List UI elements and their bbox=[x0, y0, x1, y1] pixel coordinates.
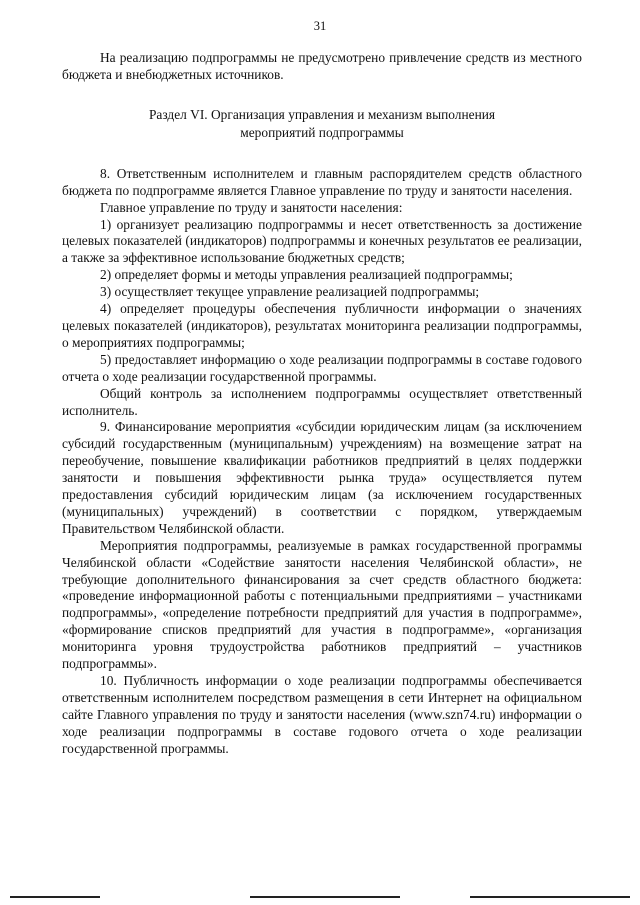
paragraph-8: 8. Ответственным исполнителем и главным распорядителем средств областного бюджета по подпрограмме является Главное управление по труду и занятости населения. bbox=[62, 165, 582, 198]
page-number: 31 bbox=[313, 19, 327, 33]
list-item-1: 1) организует реализацию подпрограммы и несет ответственность за достижение целевых показателей (индикаторов) подпрограммы и конечных результатов ее реализации, а также за эффективное использование бюджетных средств; bbox=[62, 216, 582, 266]
list-item-3: 3) осуществляет текущее управление реализацией подпрограммы; bbox=[100, 284, 480, 300]
list-item-4: 4) определяет процедуры обеспечения публичности информации о значениях целевых показателей (индикаторов), результатах мониторинга реализации подпрограммы, о мероприятиях подпрограммы; bbox=[62, 301, 582, 350]
section-heading-line-2: мероприятий подпрограммы bbox=[240, 124, 404, 140]
scan-edge-line bbox=[0, 895, 640, 899]
section-heading bbox=[62, 106, 582, 142]
section-heading-line-1: Раздел VI. Организация управления и механизм выполнения bbox=[148, 106, 496, 122]
intro-paragraph: На реализацию подпрограммы не предусмотрено привлечение средств из местного бюджета и внебюджетных источников. bbox=[62, 50, 582, 82]
list-item-2: 2) определяет формы и методы управления реализацией подпрограммы; bbox=[100, 267, 513, 283]
document-body bbox=[62, 50, 582, 758]
paragraph-8-intro: Главное управление по труду и занятости населения: bbox=[100, 199, 403, 215]
paragraph-9: 9. Финансирование мероприятия «субсидии юридическим лицам (за исключением субсидий государственным (муниципальным) учреждениям) на возмещение затрат на переобучение, повышение квалификации работников предприятий в целях поддержки занятости и повышения эффективности рынка труда» осуществляется путем предоставления субсидий юридическим лицам (за исключением государственных (муниципальных) учреждений) в соответствии с порядком, утверждаемым Правительством Челябинской области. bbox=[62, 419, 582, 536]
list-item-5: 5) предоставляет информацию о ходе реализации подпрограммы в составе годового отчета о ходе реализации государственной программы. bbox=[62, 351, 582, 384]
paragraph-10: 10. Публичность информации о ходе реализации подпрограммы обеспечивается ответственным исполнителем посредством размещения в сети Интернет на официальном сайте Главного управления по труду и занятости населения (www.szn74.ru) информации о ходе реализации подпрограммы в составе годового отчета о ходе реализации государственной программы. bbox=[62, 673, 582, 756]
control-paragraph: Общий контроль за исполнением подпрограммы осуществляет ответственный исполнитель. bbox=[62, 385, 582, 418]
measures-paragraph: Мероприятия подпрограммы, реализуемые в рамках государственной программы Челябинской области «Содействие занятости населения Челябинской области», не требующие дополнительного финансирования за счет средств областного бюджета: «проведение информационной работы с потенциальными предприятиями – участниками подпрограммы», «определение потребности предприятий для участия в подпрограмме», «формирование списков предприятий для участия в подпрограмме», «организация мониторинга уровня трудоустройства работников предприятий – участников подпрограммы». bbox=[62, 537, 582, 672]
